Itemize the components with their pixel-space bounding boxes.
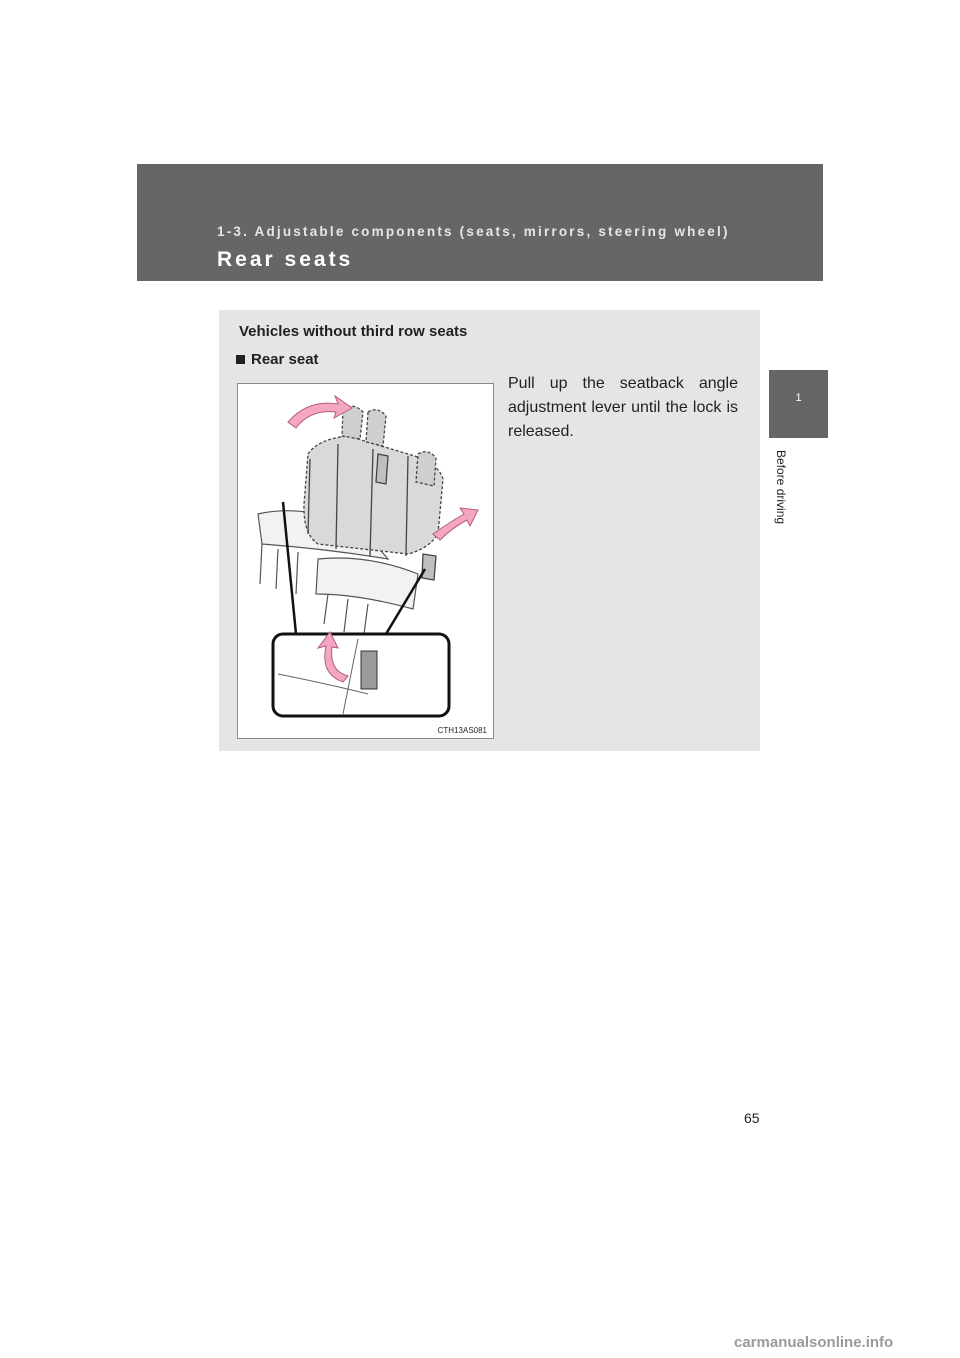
rear-seat-drawing-icon (238, 384, 495, 740)
figure-code: CTH13AS081 (437, 726, 487, 735)
watermark[interactable]: carmanualsonline.info (734, 1334, 894, 1351)
square-bullet-icon (236, 355, 245, 364)
page-title: Rear seats (217, 248, 354, 271)
header-band (137, 164, 823, 281)
subheading: Vehicles without third row seats (239, 323, 468, 340)
section-label: 1-3. Adjustable components (seats, mirrors, steering wheel) (217, 224, 730, 239)
chapter-title: Before driving (774, 450, 788, 525)
chapter-number: 1 (795, 392, 802, 404)
chapter-caption (772, 450, 794, 550)
instruction-text: Pull up the seatback angle adjustment lever until the lock is released. (508, 375, 738, 440)
item-heading (236, 351, 319, 368)
content-box (219, 310, 760, 751)
item-heading-label: Rear seat (251, 351, 319, 368)
seat-illustration (237, 383, 494, 739)
chapter-tab[interactable] (769, 370, 828, 438)
page-number: 65 (744, 1110, 760, 1126)
